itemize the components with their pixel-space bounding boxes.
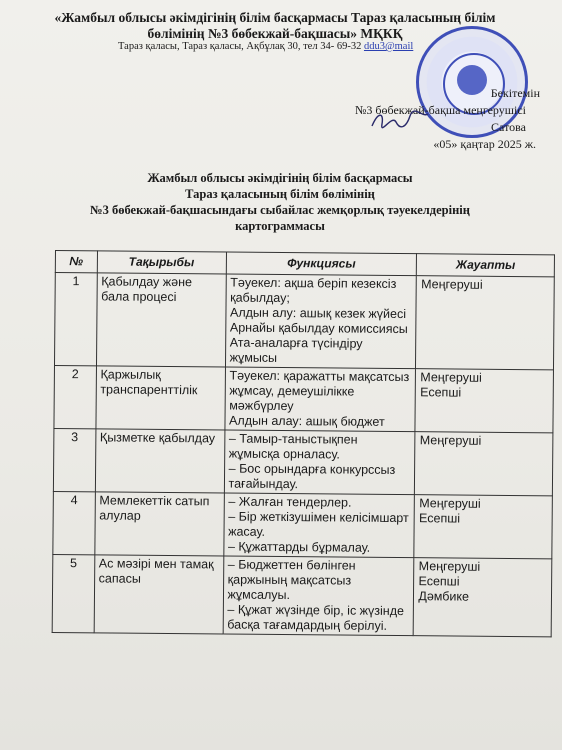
function-line: – Тамыр-таныстықпен жұмысқа орналасу. bbox=[228, 431, 358, 462]
row-topic: Қызметке қабылдау bbox=[95, 429, 225, 493]
row-function bbox=[225, 367, 416, 432]
table-row bbox=[53, 491, 553, 558]
title-line-4: картограммасы bbox=[235, 219, 325, 233]
function-line: – Бір жеткізушімен келісімшарт жасау. bbox=[228, 509, 409, 539]
address-line bbox=[118, 41, 413, 53]
title-line-3: №3 бөбекжай-бақшасындағы сыбайлас жемқорлық тәуекелдерінің bbox=[90, 203, 470, 217]
table-row bbox=[52, 554, 552, 636]
row-responsible bbox=[415, 369, 553, 433]
header-responsible: Жауапты bbox=[417, 254, 555, 277]
row-topic: Қаржылық транспаренттілік bbox=[96, 366, 226, 430]
row-responsible bbox=[414, 495, 552, 559]
row-responsible bbox=[414, 558, 552, 637]
title-line-1: Жамбыл облысы әкімдігінің білім басқармасы bbox=[147, 171, 413, 185]
approver-name: Сатова bbox=[491, 120, 526, 134]
row-number: 1 bbox=[54, 273, 96, 366]
row-function bbox=[225, 274, 417, 369]
approval-position: №3 бөбекжай-бақша меңгерушісі bbox=[354, 103, 526, 117]
responsible-line: Дәмбике bbox=[418, 589, 470, 604]
function-line: – Бюджеттен бөлінген қаржының мақсатсыз жұмсалуы. bbox=[227, 557, 356, 603]
title-line-2: Тараз қаласының білім бөлімінің bbox=[185, 187, 375, 201]
function-line: – Бос орындарға конкурссыз тағайындау. bbox=[228, 461, 396, 492]
function-line: Алдын алау: ашық бюджет bbox=[229, 413, 385, 429]
table-row bbox=[54, 365, 554, 432]
row-number: 2 bbox=[54, 365, 96, 428]
org-line-2: бөлімінің №3 бөбекжай-бақшасы» МҚКҚ bbox=[147, 26, 403, 41]
row-topic: Мемлекеттік сатып алулар bbox=[94, 492, 224, 556]
risk-table bbox=[52, 250, 555, 637]
function-line: – Құжаттарды бұрмалау. bbox=[227, 539, 371, 555]
state-emblem-icon bbox=[457, 65, 487, 95]
row-number: 4 bbox=[53, 491, 95, 554]
function-line: – Құжат жүзінде бір, іс жүзінде басқа тағамдардың берілуі. bbox=[227, 602, 405, 633]
responsible-line: Меңгеруші bbox=[419, 433, 482, 448]
handwritten-signature bbox=[370, 108, 430, 132]
email-link[interactable]: ddu3@mail bbox=[363, 41, 414, 52]
responsible-line: Меңгеруші bbox=[421, 277, 483, 292]
function-line: Алдын алу: ашық кезек жүйесі bbox=[229, 305, 407, 322]
header-number: № bbox=[55, 251, 97, 273]
row-function bbox=[223, 493, 414, 558]
responsible-line: Меңгеруші bbox=[420, 370, 482, 385]
responsible-line: Есепші bbox=[418, 574, 460, 589]
row-number: 3 bbox=[53, 428, 95, 491]
function-line: Ата-аналарға түсіндіру жұмысы bbox=[229, 335, 363, 365]
row-responsible bbox=[415, 432, 553, 496]
responsible-line: Есепші bbox=[419, 511, 461, 526]
row-topic: Ас мәзірі мен тамақ сапасы bbox=[94, 555, 224, 634]
function-line: – Жалған тендерлер. bbox=[228, 494, 352, 510]
header-function: Функциясы bbox=[226, 252, 417, 276]
approval-date: «05» қаңтар 2025 ж. bbox=[433, 137, 536, 151]
responsible-line: Меңгеруші bbox=[418, 559, 481, 574]
row-responsible bbox=[416, 276, 554, 370]
function-line: Тәуекел: ақша беріп кезексіз қабылдау; bbox=[230, 275, 397, 306]
row-topic: Қабылдау және бала процесі bbox=[96, 273, 226, 367]
table-row bbox=[54, 273, 554, 370]
address-text: Тараз қаласы, Тараз қаласы, Ақбұлақ 30, тел 34- 69-32 bbox=[118, 41, 364, 52]
table-body bbox=[52, 273, 554, 637]
responsible-line: Есепші bbox=[420, 385, 462, 400]
row-number: 5 bbox=[52, 554, 94, 632]
table-row bbox=[53, 428, 553, 495]
org-line-1: «Жамбыл облысы әкімдігінің білім басқармасы Тараз қаласының білім bbox=[54, 10, 496, 25]
responsible-line: Меңгеруші bbox=[419, 496, 481, 511]
function-line: Арнайы қабылдау комиссиясы bbox=[229, 320, 408, 337]
function-line: Тәуекел: қаражатты мақсатсыз жұмсау, демеушілікке мәжбүрлеу bbox=[229, 368, 410, 414]
row-function bbox=[224, 430, 415, 495]
approval-word: Бекітемін bbox=[490, 86, 540, 100]
document-title bbox=[70, 170, 490, 234]
header-topic: Тақырыбы bbox=[97, 251, 226, 274]
row-function bbox=[223, 556, 415, 636]
